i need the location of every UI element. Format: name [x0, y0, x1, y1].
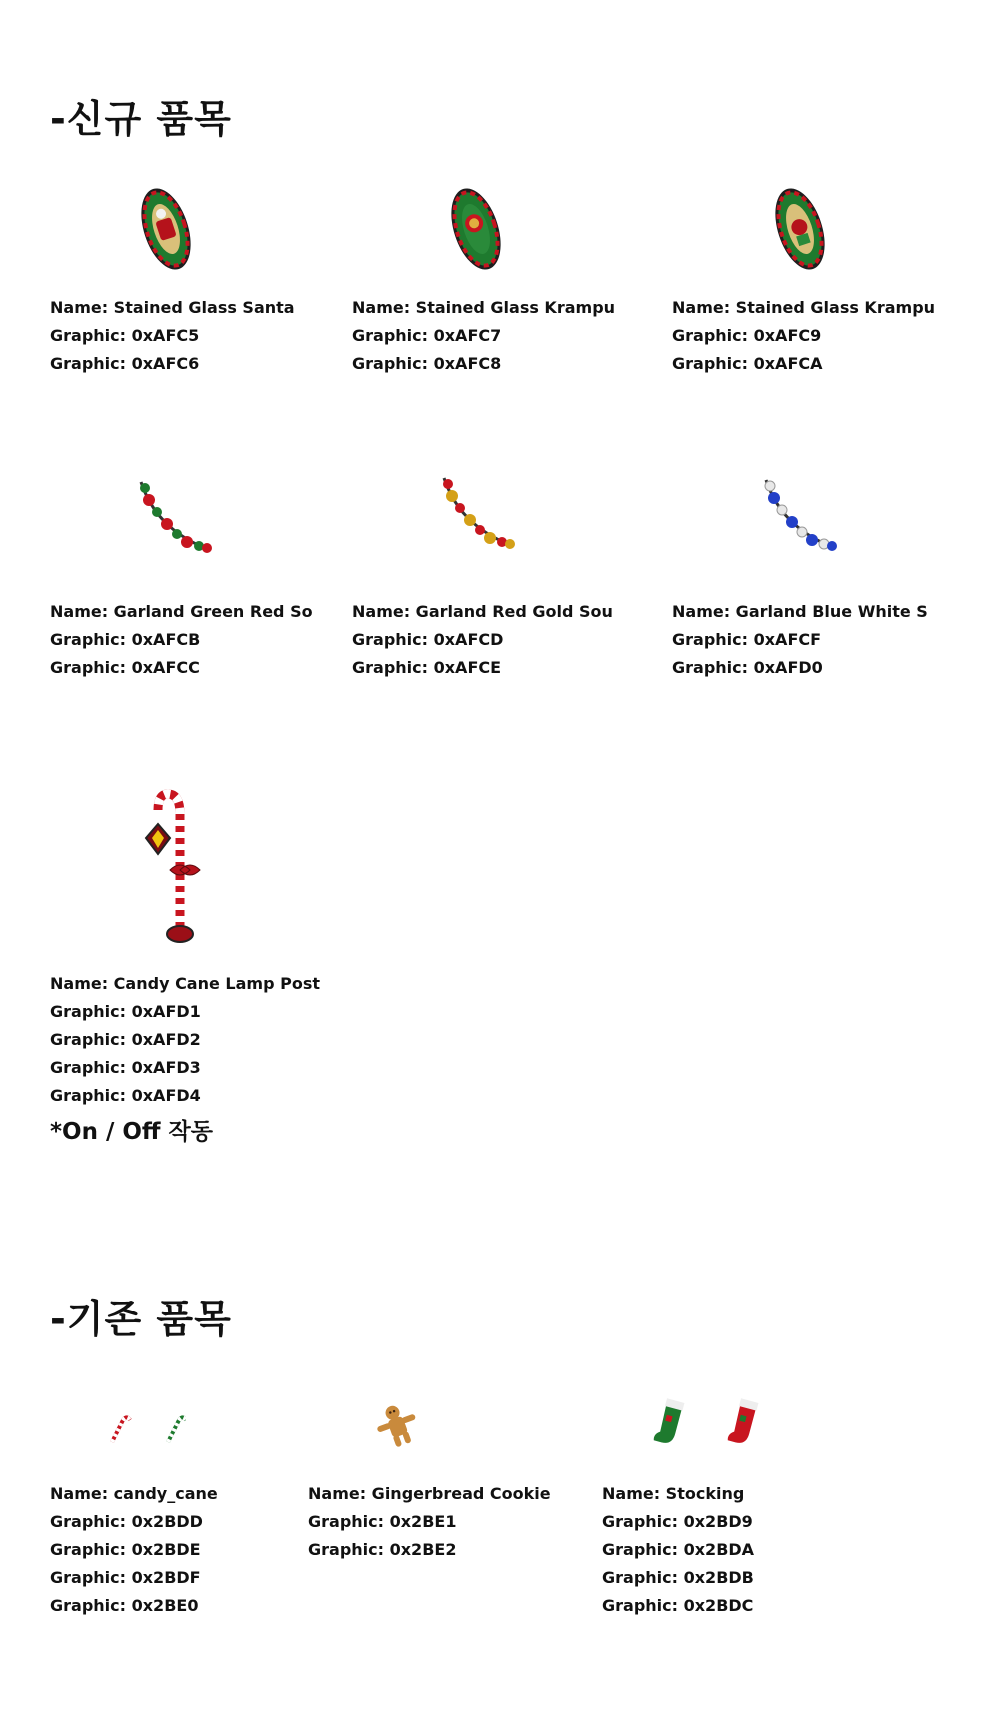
on-off-note: *On / Off 작동	[50, 1119, 213, 1145]
item-graphic: Graphic: 0xAFCE	[352, 658, 502, 677]
item-gingerbread-cookie	[308, 1480, 551, 1564]
item-garland-green-red	[50, 598, 313, 682]
item-graphic: Graphic: 0x2BD9	[602, 1512, 753, 1531]
stained-glass-krampus-icon	[772, 183, 828, 275]
item-stained-glass-krampus-2	[672, 294, 935, 378]
section-title-new: -신규 품목	[50, 97, 232, 141]
item-graphic: Graphic: 0xAFD4	[50, 1086, 201, 1105]
item-graphic: Graphic: 0xAFCF	[672, 630, 822, 649]
item-graphic: Graphic: 0xAFC7	[352, 326, 502, 345]
section-title-existing: -기존 품목	[50, 1297, 232, 1341]
item-graphic: Graphic: 0x2BE2	[308, 1540, 457, 1559]
item-graphic: Graphic: 0xAFC9	[672, 326, 822, 345]
item-garland-red-gold	[352, 598, 613, 682]
candy-cane-lamp-post-icon	[140, 784, 210, 944]
item-stained-glass-krampus-1	[352, 294, 615, 378]
item-graphic: Graphic: 0x2BDB	[602, 1568, 754, 1587]
item-name: Name: Stained Glass Krampu	[352, 298, 616, 317]
item-graphic: Graphic: 0xAFCC	[50, 658, 200, 677]
item-name: Name: Garland Green Red So	[50, 602, 313, 621]
candy-cane-icon	[106, 1412, 186, 1448]
item-name: Name: Gingerbread Cookie	[308, 1484, 551, 1503]
item-candy-cane	[50, 1480, 218, 1620]
item-graphic: Graphic: 0xAFD2	[50, 1030, 201, 1049]
item-graphic: Graphic: 0x2BDC	[602, 1596, 754, 1615]
gingerbread-cookie-icon	[372, 1402, 422, 1448]
item-graphic: Graphic: 0xAFC8	[352, 354, 502, 373]
stocking-icon	[652, 1398, 764, 1456]
item-stained-glass-santa	[50, 294, 295, 378]
garland-red-gold-icon	[438, 472, 518, 554]
item-name: Name: Stained Glass Krampu	[672, 298, 936, 317]
item-graphic: Graphic: 0xAFC5	[50, 326, 200, 345]
item-graphic: Graphic: 0x2BE0	[50, 1596, 199, 1615]
item-graphic: Graphic: 0x2BDE	[50, 1540, 201, 1559]
item-name: Name: Stained Glass Santa	[50, 298, 295, 317]
item-graphic: Graphic: 0xAFCB	[50, 630, 201, 649]
item-name: Name: Garland Red Gold Sou	[352, 602, 613, 621]
garland-green-red-icon	[135, 476, 215, 558]
item-graphic: Graphic: 0x2BDD	[50, 1512, 203, 1531]
stained-glass-krampus-icon	[448, 183, 504, 275]
item-graphic: Graphic: 0xAFC6	[50, 354, 200, 373]
item-name: Name: Stocking	[602, 1484, 745, 1503]
item-graphic: Graphic: 0xAFCA	[672, 354, 823, 373]
item-name: Name: Candy Cane Lamp Post	[50, 974, 320, 993]
item-graphic: Graphic: 0xAFD0	[672, 658, 823, 677]
stained-glass-santa-icon	[138, 183, 194, 275]
item-name: Name: Garland Blue White S	[672, 602, 928, 621]
item-graphic: Graphic: 0xAFD3	[50, 1058, 201, 1077]
item-candy-cane-lamp-post	[50, 970, 320, 1110]
garland-blue-white-icon	[760, 474, 840, 556]
item-graphic: Graphic: 0x2BE1	[308, 1512, 457, 1531]
item-stocking	[602, 1480, 754, 1620]
item-name: Name: candy_cane	[50, 1484, 218, 1503]
item-graphic: Graphic: 0xAFCD	[352, 630, 504, 649]
item-garland-blue-white	[672, 598, 928, 682]
item-graphic: Graphic: 0x2BDF	[50, 1568, 201, 1587]
item-graphic: Graphic: 0xAFD1	[50, 1002, 201, 1021]
item-graphic: Graphic: 0x2BDA	[602, 1540, 755, 1559]
